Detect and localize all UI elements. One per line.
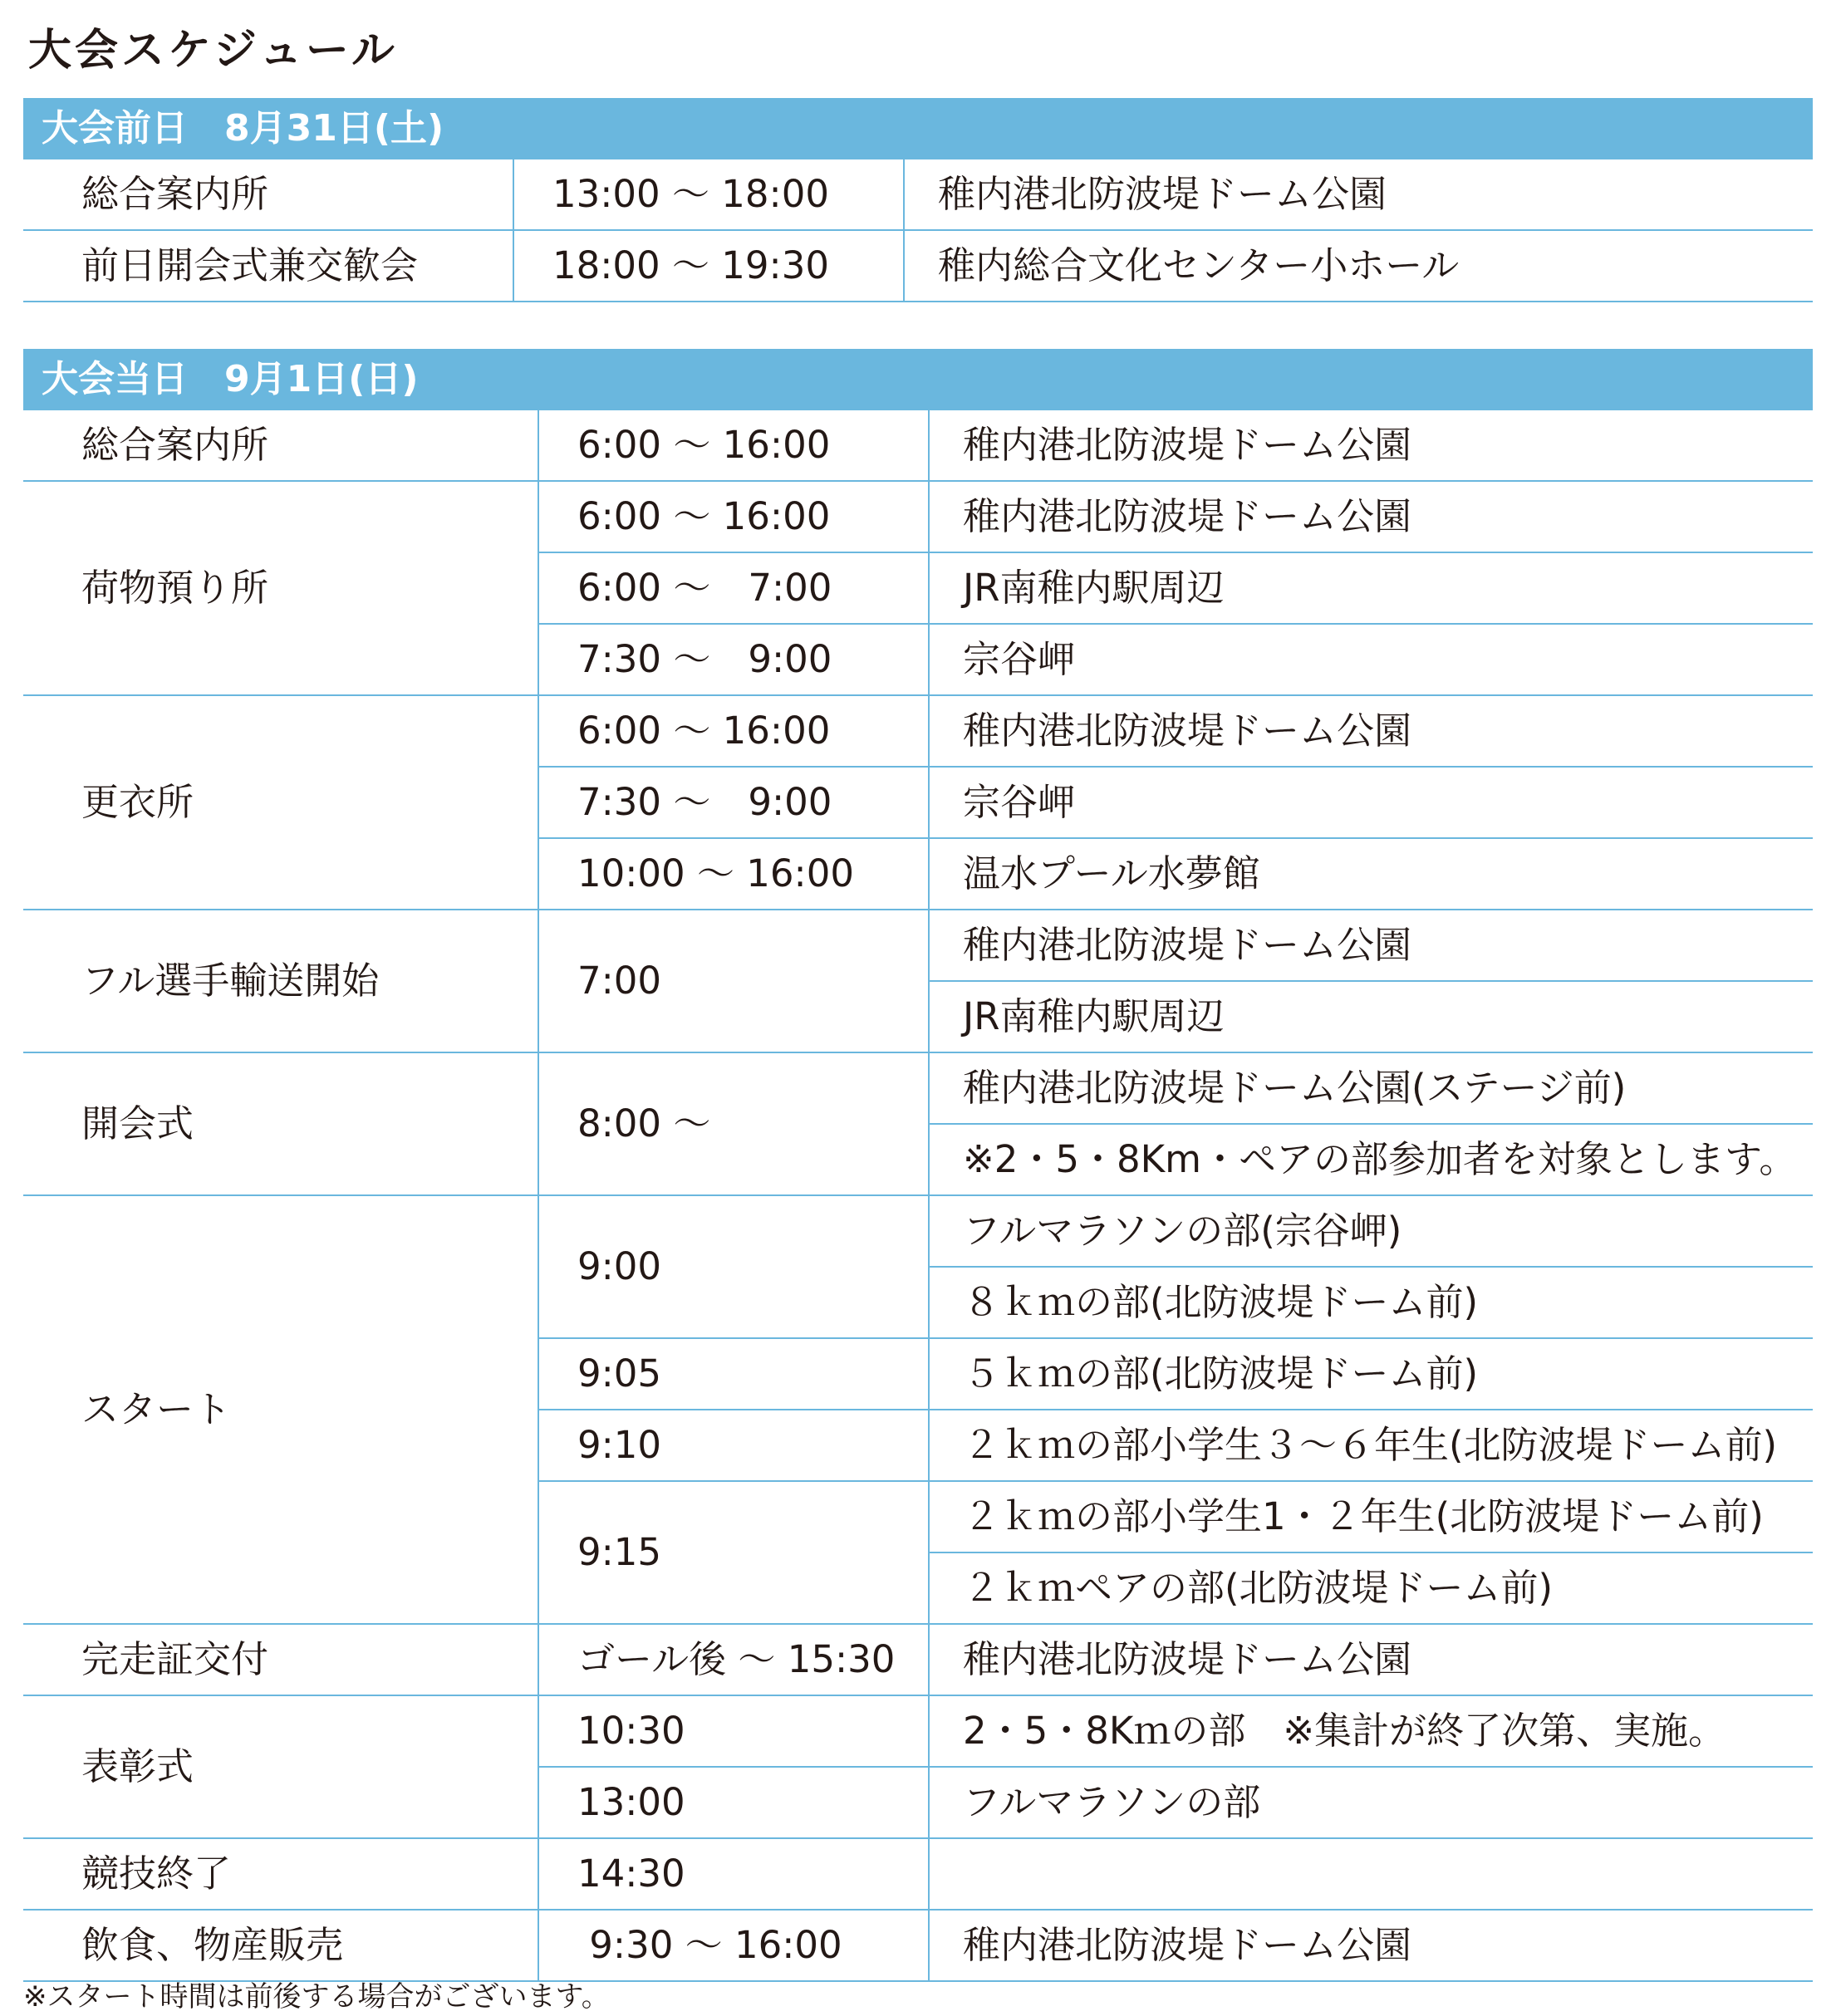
- table-row: [23, 230, 1813, 302]
- time-cell: 9:10: [538, 1410, 929, 1481]
- place-cell: 稚内総合文化センター小ホール: [904, 230, 1813, 302]
- time-cell: 18:00 〜 19:30: [513, 230, 904, 302]
- item-cell: 前日開会式兼交歓会: [23, 230, 513, 302]
- time-cell: 14:30: [538, 1838, 929, 1910]
- place-cell: 温水プール水夢館: [929, 838, 1813, 910]
- time-cell: 9:30 〜 16:00: [538, 1910, 929, 1981]
- place-cell: ※2・5・8Km・ペアの部参加者を対象とします。: [929, 1124, 1813, 1195]
- place-cell: 稚内港北防波堤ドーム公園: [929, 410, 1813, 481]
- place-cell: 稚内港北防波堤ドーム公園: [904, 159, 1813, 230]
- day2-header-row: [23, 349, 1813, 410]
- time-cell: 9:05: [538, 1338, 929, 1410]
- table-row: [23, 1624, 1813, 1695]
- place-cell: JR南稚内駅周辺: [929, 552, 1813, 624]
- item-cell: フル選手輸送開始: [23, 910, 538, 1052]
- time-cell: 6:00 〜 16:00: [538, 410, 929, 481]
- item-cell: 表彰式: [23, 1695, 538, 1838]
- time-cell: 7:30 〜 9:00: [538, 767, 929, 838]
- time-cell: 9:00: [538, 1195, 929, 1338]
- place-cell: フルマラソンの部: [929, 1767, 1813, 1838]
- place-cell: ８ｋｍの部(北防波堤ドーム前): [929, 1267, 1813, 1338]
- time-cell: 9:15: [538, 1481, 929, 1624]
- time-cell: 6:00 〜 16:00: [538, 481, 929, 552]
- place-cell: 2・5・8Kｍの部 ※集計が終了次第、実施。: [929, 1695, 1813, 1767]
- day1-header: 大会前日 8月31日(土): [23, 98, 1813, 159]
- page-title: 大会スケジュール: [28, 26, 398, 76]
- place-cell: フルマラソンの部(宗谷岬): [929, 1195, 1813, 1267]
- table-row: [23, 1910, 1813, 1981]
- table-row: [23, 1695, 1813, 1767]
- time-cell: 10:00 〜 16:00: [538, 838, 929, 910]
- time-cell: 13:00: [538, 1767, 929, 1838]
- place-cell: ２ｋｍの部小学生1・２年生(北防波堤ドーム前): [929, 1481, 1813, 1552]
- time-cell: 6:00 〜 7:00: [538, 552, 929, 624]
- day2-header: 大会当日 9月1日(日): [23, 349, 1813, 410]
- time-cell: 7:30 〜 9:00: [538, 624, 929, 695]
- item-cell: 総合案内所: [23, 410, 538, 481]
- place-cell: 宗谷岬: [929, 767, 1813, 838]
- day1-schedule-table: [23, 98, 1813, 302]
- place-cell: 稚内港北防波堤ドーム公園(ステージ前): [929, 1052, 1813, 1124]
- time-cell: 8:00 〜: [538, 1052, 929, 1195]
- table-row: [23, 695, 1813, 767]
- time-cell: ゴール後 〜 15:30: [538, 1624, 929, 1695]
- table-row: [23, 481, 1813, 552]
- item-cell: 競技終了: [23, 1838, 538, 1910]
- place-cell: 稚内港北防波堤ドーム公園: [929, 481, 1813, 552]
- table-row: [23, 410, 1813, 481]
- place-cell: JR南稚内駅周辺: [929, 981, 1813, 1052]
- place-cell: 稚内港北防波堤ドーム公園: [929, 1910, 1813, 1981]
- table-row: [23, 910, 1813, 981]
- item-cell: 開会式: [23, 1052, 538, 1195]
- item-cell: スタート: [23, 1195, 538, 1624]
- time-cell: 13:00 〜 18:00: [513, 159, 904, 230]
- item-cell: 完走証交付: [23, 1624, 538, 1695]
- table-row: [23, 1195, 1813, 1267]
- time-cell: 7:00: [538, 910, 929, 1052]
- place-cell: 稚内港北防波堤ドーム公園: [929, 910, 1813, 981]
- day2-schedule-table: [23, 349, 1813, 1982]
- place-cell: 稚内港北防波堤ドーム公園: [929, 1624, 1813, 1695]
- footnote: ※スタート時間は前後する場合がございます。: [23, 1980, 610, 2014]
- place-cell: ５ｋｍの部(北防波堤ドーム前): [929, 1338, 1813, 1410]
- place-cell: 宗谷岬: [929, 624, 1813, 695]
- item-cell: 総合案内所: [23, 159, 513, 230]
- table-row: [23, 159, 1813, 230]
- place-cell: [929, 1838, 1813, 1910]
- item-cell: 更衣所: [23, 695, 538, 910]
- table-row: [23, 1052, 1813, 1124]
- table-row: [23, 1838, 1813, 1910]
- time-cell: 6:00 〜 16:00: [538, 695, 929, 767]
- place-cell: ２ｋｍの部小学生３〜６年生(北防波堤ドーム前): [929, 1410, 1813, 1481]
- day1-header-row: [23, 98, 1813, 159]
- place-cell: ２ｋｍペアの部(北防波堤ドーム前): [929, 1552, 1813, 1624]
- item-cell: 飲食、物産販売: [23, 1910, 538, 1981]
- item-cell: 荷物預り所: [23, 481, 538, 695]
- time-cell: 10:30: [538, 1695, 929, 1767]
- place-cell: 稚内港北防波堤ドーム公園: [929, 695, 1813, 767]
